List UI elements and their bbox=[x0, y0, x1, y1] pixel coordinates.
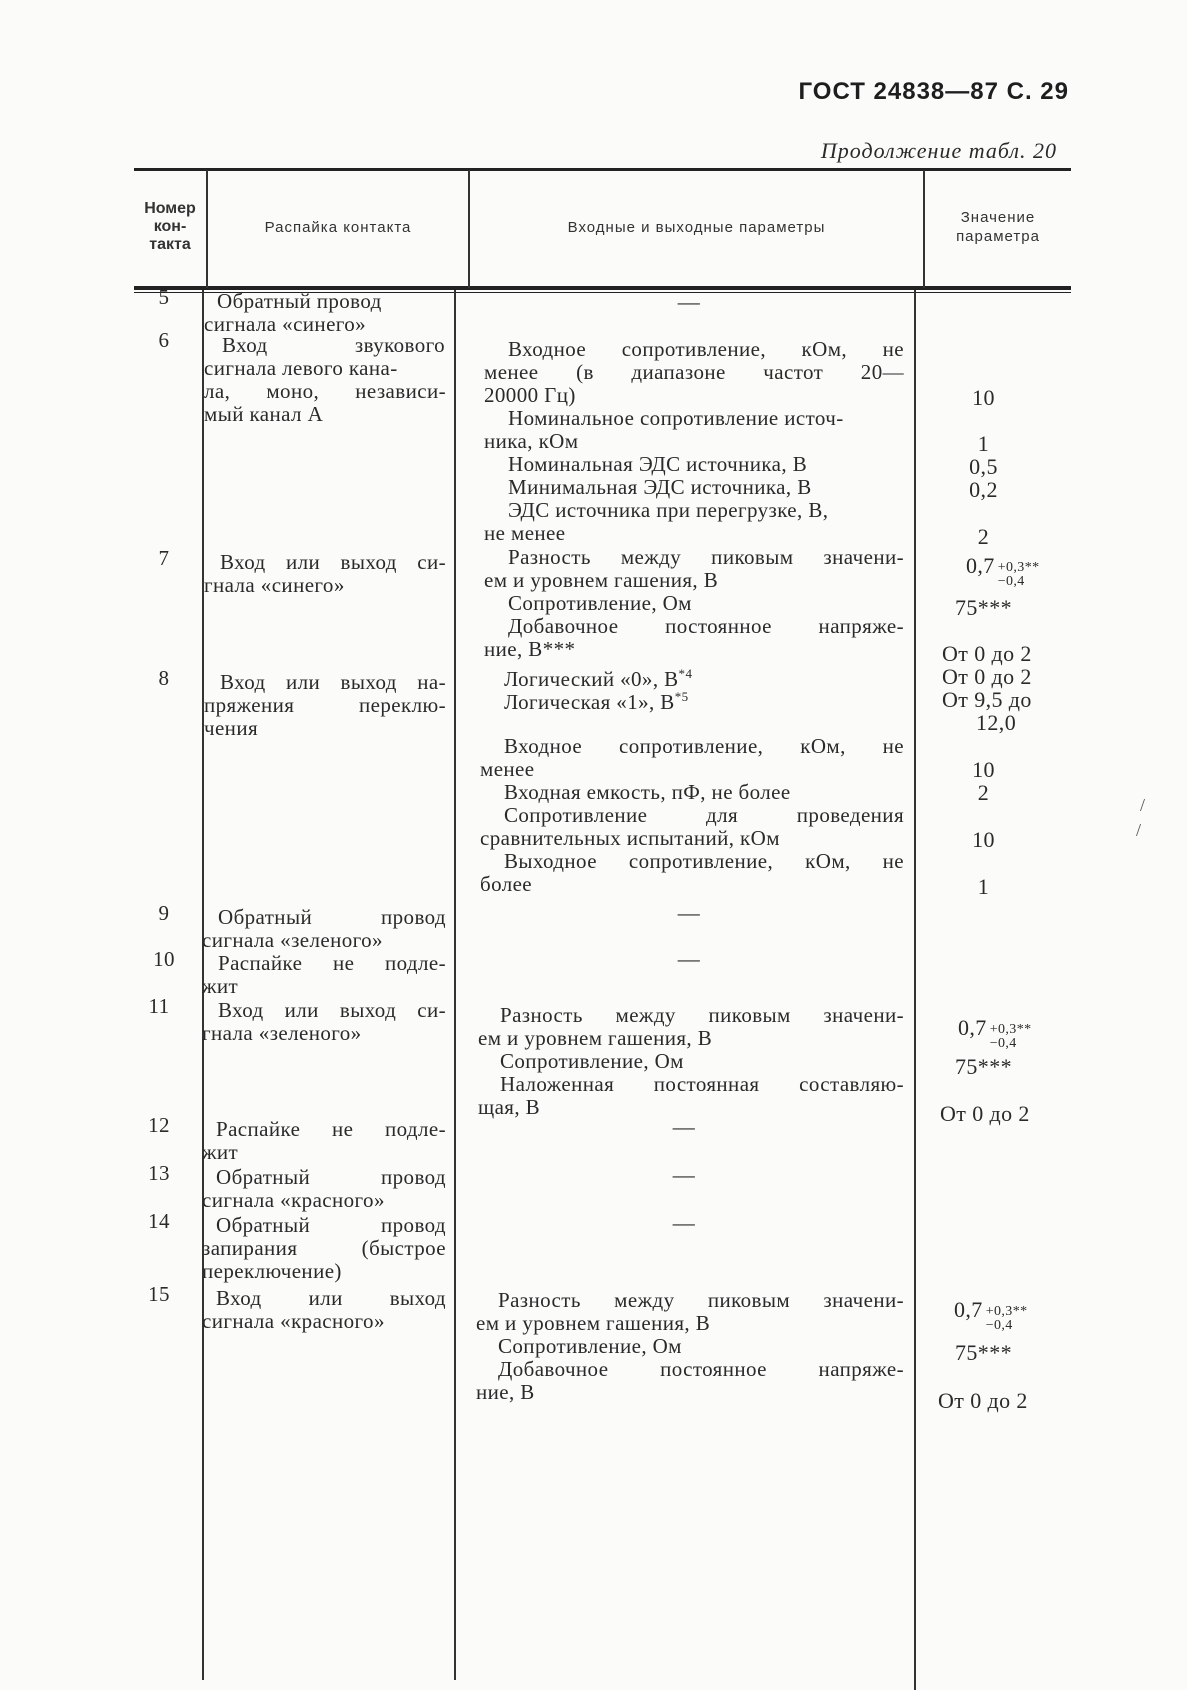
param-line: Выходное сопротивление, кОм, не bbox=[504, 849, 904, 873]
wiring-line: ла, моно, независи- bbox=[204, 379, 446, 403]
param-value-tolerance bbox=[954, 1298, 1028, 1333]
contact-number: 6 bbox=[158, 328, 170, 352]
empty-dash: — bbox=[677, 900, 701, 925]
param-value: 0,2 bbox=[969, 477, 998, 502]
contact-number: 11 bbox=[148, 994, 170, 1018]
empty-dash: — bbox=[672, 1210, 696, 1235]
param-line: Минимальная ЭДС источника, В bbox=[508, 475, 812, 499]
wiring-line: Вход или выход bbox=[216, 1286, 446, 1310]
wiring-line: Вход звукового bbox=[222, 333, 445, 357]
wiring-line: сигнала «синего» bbox=[204, 312, 367, 336]
param-value: От 0 до 2 bbox=[938, 1388, 1028, 1413]
param-line: ника, кОм bbox=[484, 429, 579, 453]
param-value: 10 bbox=[972, 757, 995, 782]
wiring-line: пряжения переклю- bbox=[204, 693, 446, 717]
wiring-line: мый канал А bbox=[204, 402, 324, 426]
contact-number: 7 bbox=[158, 546, 170, 570]
param-line: менее bbox=[480, 757, 535, 781]
param-line: Номинальное сопротивление источ- bbox=[508, 406, 844, 430]
param-value: 1 bbox=[977, 431, 990, 456]
param-line: Входное сопротивление, кОм, не bbox=[504, 734, 904, 758]
param-line: Разность между пиковым значени- bbox=[508, 545, 904, 569]
param-line: Наложенная постоянная составляю- bbox=[500, 1072, 904, 1096]
tolerance-base: 0,7 bbox=[954, 1297, 983, 1322]
wiring-line: запирания (быстрое bbox=[202, 1236, 446, 1260]
param-line: ем и уровнем гашения, В bbox=[476, 1311, 711, 1335]
param-value: 75*** bbox=[955, 1340, 1012, 1365]
param-value: 2 bbox=[977, 780, 990, 805]
param-line: ем и уровнем гашения, В bbox=[484, 568, 719, 592]
contact-number: 14 bbox=[148, 1209, 170, 1233]
param-logic-zero: Логический «0», $В^{*4}$ bbox=[504, 666, 693, 691]
header-parameters: Входные и выходные параметры bbox=[567, 218, 826, 236]
wiring-line: жит bbox=[202, 974, 239, 998]
param-value-tolerance bbox=[966, 554, 1040, 589]
contact-number: 8 bbox=[158, 666, 170, 690]
contact-number: 9 bbox=[158, 901, 170, 925]
param-value-tolerance bbox=[958, 1016, 1032, 1051]
empty-dash: — bbox=[677, 946, 701, 971]
wiring-line: сигнала «красного» bbox=[202, 1309, 385, 1333]
wiring-line: Обратный провод bbox=[216, 1165, 446, 1189]
param-line: Сопротивление, Ом bbox=[508, 591, 692, 615]
scan-mark: / bbox=[1136, 820, 1142, 840]
wiring-line: чения bbox=[204, 716, 259, 740]
param-line: Сопротивление, Ом bbox=[498, 1334, 682, 1358]
param-value: От 0 до 2 bbox=[942, 664, 1032, 689]
wiring-line: переключение) bbox=[202, 1259, 342, 1283]
param-line: Разность между пиковым значени- bbox=[500, 1003, 904, 1027]
wiring-line: Обратный провод bbox=[216, 1213, 446, 1237]
param-value: 12,0 bbox=[976, 710, 1017, 735]
param-line: Добавочное постоянное напряже- bbox=[498, 1357, 904, 1381]
wiring-line: гнала «зеленого» bbox=[202, 1021, 362, 1045]
param-value: От 9,5 до bbox=[942, 687, 1032, 712]
wiring-line: Распайке не подле- bbox=[216, 1117, 446, 1141]
wiring-line: сигнала «зеленого» bbox=[202, 928, 383, 952]
param-line: Разность между пиковым значени- bbox=[498, 1288, 904, 1312]
wiring-line: Вход или выход на- bbox=[220, 670, 446, 694]
param-line: Номинальная ЭДС источника, В bbox=[508, 452, 808, 476]
param-value: 75*** bbox=[955, 1054, 1012, 1079]
wiring-line: жит bbox=[202, 1140, 239, 1164]
wiring-line: Вход или выход си- bbox=[218, 998, 446, 1022]
wiring-line: гнала «синего» bbox=[204, 573, 345, 597]
param-value: От 0 до 2 bbox=[940, 1101, 1030, 1126]
tolerance-plus: +0,3** bbox=[997, 560, 1040, 575]
param-line: 20000 Гц) bbox=[484, 383, 576, 407]
empty-dash: — bbox=[672, 1162, 696, 1187]
tolerance-base: 0,7 bbox=[958, 1015, 987, 1040]
param-line: сравнительных испытаний, кОм bbox=[480, 826, 780, 850]
tolerance-plus: +0,3** bbox=[985, 1304, 1028, 1319]
param-line: Добавочное постоянное напряже- bbox=[508, 614, 904, 638]
tolerance-plus: +0,3** bbox=[989, 1022, 1032, 1037]
param-line: Входная емкость, пФ, не более bbox=[504, 780, 791, 804]
header-contact-number: Номер кон-такта bbox=[144, 200, 196, 253]
scan-mark: / bbox=[1140, 795, 1146, 815]
param-value: 75*** bbox=[955, 595, 1012, 620]
contact-number: 13 bbox=[148, 1161, 170, 1185]
param-value: 1 bbox=[977, 874, 990, 899]
param-line: ние, В*** bbox=[484, 637, 576, 661]
tolerance-minus: −0,4 bbox=[985, 1318, 1013, 1333]
contact-number: 15 bbox=[148, 1282, 170, 1306]
table-continuation-label: Продолжение табл. 20 bbox=[820, 138, 1057, 163]
param-line: ем и уровнем гашения, В bbox=[478, 1026, 713, 1050]
empty-dash: — bbox=[677, 289, 701, 314]
tolerance-minus: −0,4 bbox=[989, 1036, 1017, 1051]
param-value: От 0 до 2 bbox=[942, 641, 1032, 666]
param-line: Входное сопротивление, кОм, не bbox=[508, 337, 904, 361]
param-value: 0,5 bbox=[969, 454, 998, 479]
wiring-line: сигнала левого кана- bbox=[204, 356, 398, 380]
tolerance-base: 0,7 bbox=[966, 553, 995, 578]
param-line: Сопротивление для проведения bbox=[504, 803, 904, 827]
header-value: Значение параметра bbox=[956, 209, 1040, 245]
contact-number: 5 bbox=[158, 285, 170, 309]
page-header: ГОСТ 24838—87 С. 29 bbox=[798, 78, 1069, 105]
parameters-table bbox=[134, 168, 1071, 1518]
param-value: 10 bbox=[972, 385, 995, 410]
contact-number: 10 bbox=[153, 947, 175, 971]
param-value: 2 bbox=[977, 524, 990, 549]
param-line: более bbox=[480, 872, 533, 896]
param-line: Сопротивление, Ом bbox=[500, 1049, 684, 1073]
param-line: ние, В bbox=[476, 1380, 535, 1404]
column-divider bbox=[454, 290, 456, 1680]
contact-number: 12 bbox=[148, 1113, 170, 1137]
header-contact-wiring: Распайка контакта bbox=[264, 218, 412, 236]
wiring-line: Вход или выход си- bbox=[220, 550, 446, 574]
wiring-line: Обратный провод bbox=[217, 289, 382, 313]
param-logic-one: Логическая «1», $В^{*5}$ bbox=[504, 689, 689, 714]
wiring-line: сигнала «красного» bbox=[202, 1188, 385, 1212]
wiring-line: Распайке не подле- bbox=[218, 951, 446, 975]
param-value: 10 bbox=[972, 827, 995, 852]
param-line: менее (в диапазоне частот 20— bbox=[484, 360, 904, 384]
param-line: ЭДС источника при перегрузке, В, bbox=[508, 498, 829, 522]
param-line bbox=[504, 685, 689, 714]
tolerance-minus: −0,4 bbox=[997, 574, 1025, 589]
param-line: не менее bbox=[484, 521, 566, 545]
wiring-line: Обратный провод bbox=[218, 905, 446, 929]
param-line: щая, В bbox=[478, 1095, 541, 1119]
empty-dash: — bbox=[672, 1114, 696, 1139]
